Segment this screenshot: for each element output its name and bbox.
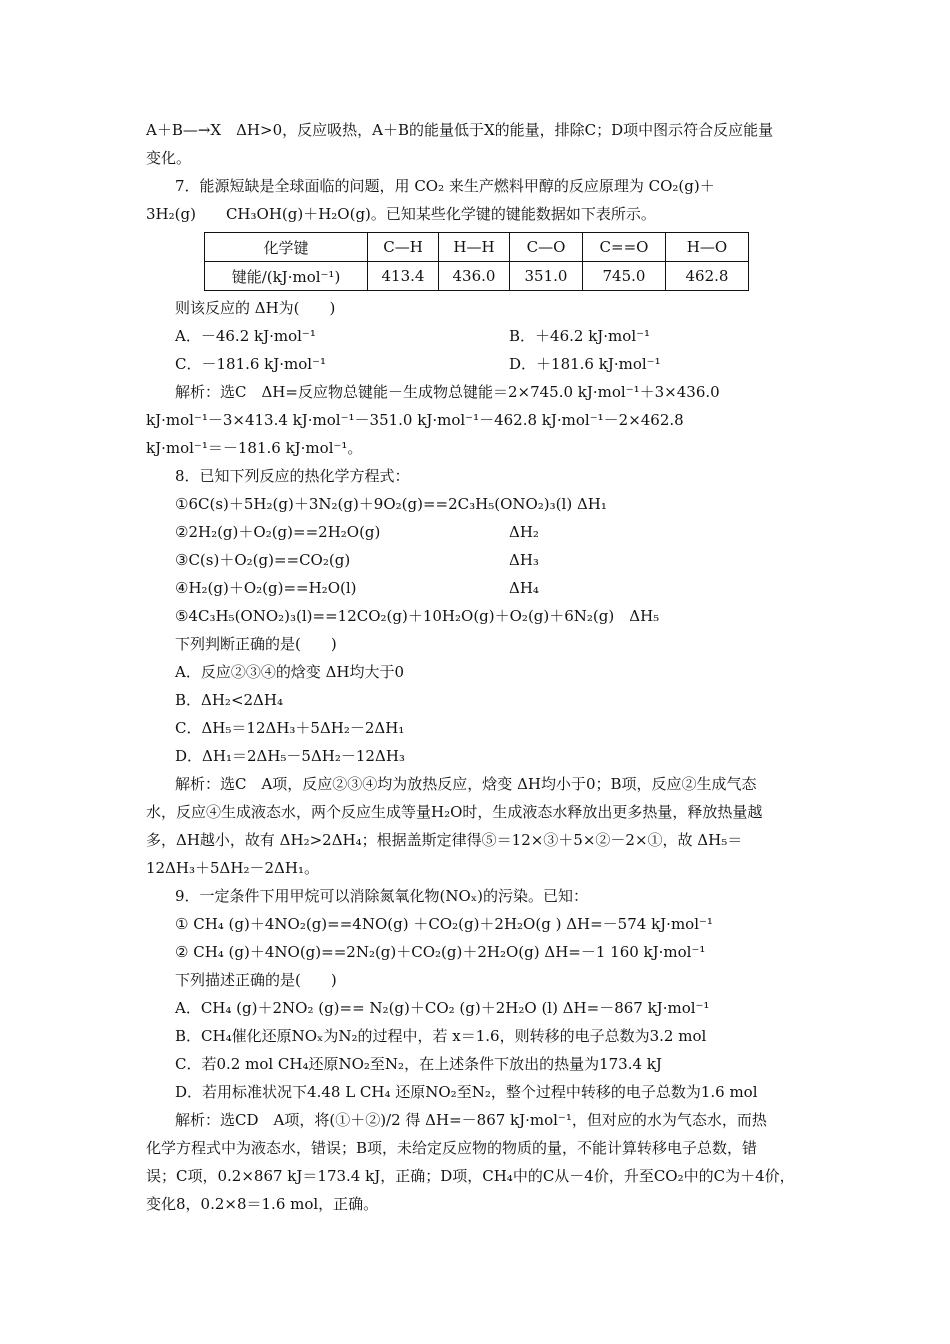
q8-delta-h-2: ΔH₂ bbox=[509, 523, 539, 541]
bond-energy-table bbox=[204, 232, 749, 291]
table-cell: 351.0 bbox=[510, 262, 583, 291]
q7-option-c: C．－181.6 kJ·mol⁻¹ bbox=[175, 355, 327, 373]
q7-analysis-1: 解析：选C ΔH=反应物总键能－生成物总键能＝2×745.0 kJ·mol⁻¹＋3×436.0 bbox=[175, 383, 720, 401]
q7-analysis-3: kJ·mol⁻¹＝－181.6 kJ·mol⁻¹。 bbox=[146, 439, 363, 457]
q9-stem: 9．一定条件下用甲烷可以消除氮氧化物(NOₓ)的污染。已知： bbox=[175, 887, 589, 905]
q7-stem-2: 3H₂(g) CH₃OH(g)＋H₂O(g)。已知某些化学键的键能数据如下表所示。 bbox=[146, 205, 656, 223]
q7-option-a: A．－46.2 kJ·mol⁻¹ bbox=[175, 327, 316, 345]
q8-analysis-4: 12ΔH₃＋5ΔH₂－2ΔH₁。 bbox=[146, 859, 319, 877]
q8-option-d: D．ΔH₁＝2ΔH₅－5ΔH₂－12ΔH₃ bbox=[175, 747, 405, 765]
q9-analysis-1: 解析：选CD A项，将(①＋②)/2 得 ΔH=－867 kJ·mol⁻¹，但对应的水为气态水，而热 bbox=[175, 1111, 767, 1129]
q9-option-b: B．CH₄催化还原NOₓ为N₂的过程中，若 x＝1.6，则转移的电子总数为3.2 mol bbox=[175, 1027, 707, 1045]
q9-option-a: A．CH₄ (g)＋2NO₂ (g)== N₂(g)＋CO₂ (g)＋2H₂O (l) ΔH=－867 kJ·mol⁻¹ bbox=[175, 999, 710, 1017]
q8-equation-4: ④H₂(g)＋O₂(g)==H₂O(l) bbox=[175, 579, 357, 597]
q9-option-c: C．若0.2 mol CH₄还原NO₂至N₂，在上述条件下放出的热量为173.4 kJ bbox=[175, 1055, 662, 1073]
q7-option-d: D．＋181.6 kJ·mol⁻¹ bbox=[509, 355, 661, 373]
q9-equation-2: ② CH₄ (g)＋4NO(g)==2N₂(g)＋CO₂(g)＋2H₂O(g) ΔH=－1 160 kJ·mol⁻¹ bbox=[175, 943, 706, 961]
q8-equation-5: ⑤4C₃H₅(ONO₂)₃(l)==12CO₂(g)＋10H₂O(g)＋O₂(g)＋6N₂(g) ΔH₅ bbox=[175, 607, 660, 625]
q7-stem-1: 7．能源短缺是全球面临的问题，用 CO₂ 来生产燃料甲醇的反应原理为 CO₂(g)＋ bbox=[175, 177, 715, 195]
table-cell: C==O bbox=[583, 233, 666, 262]
table-cell: C—H bbox=[368, 233, 439, 262]
table-row bbox=[205, 262, 749, 291]
q9-analysis-4: 变化8，0.2×8＝1.6 mol，正确。 bbox=[146, 1195, 379, 1213]
q8-equation-1: ①6C(s)＋5H₂(g)＋3N₂(g)＋9O₂(g)==2C₃H₅(ONO₂)₃(l) ΔH₁ bbox=[175, 495, 607, 513]
q8-option-c: C．ΔH₅＝12ΔH₃＋5ΔH₂－2ΔH₁ bbox=[175, 719, 405, 737]
table-cell: 462.8 bbox=[666, 262, 749, 291]
table-cell: 键能/(kJ·mol⁻¹) bbox=[205, 262, 368, 291]
q8-option-b: B．ΔH₂<2ΔH₄ bbox=[175, 691, 283, 709]
q9-analysis-2: 化学方程式中为液态水，错误；B项，未给定反应物的物质的量，不能计算转移电子总数，错 bbox=[146, 1139, 758, 1157]
table-cell: H—O bbox=[666, 233, 749, 262]
q7-option-b: B．＋46.2 kJ·mol⁻¹ bbox=[509, 327, 651, 345]
table-header-row bbox=[205, 233, 749, 262]
q8-delta-h-4: ΔH₄ bbox=[509, 579, 539, 597]
q8-equation-2: ②2H₂(g)＋O₂(g)==2H₂O(g) bbox=[175, 523, 381, 541]
q9-equation-1: ① CH₄ (g)＋4NO₂(g)==4NO(g) ＋CO₂(g)＋2H₂O(g ) ΔH=－574 kJ·mol⁻¹ bbox=[175, 915, 713, 933]
table-cell: 745.0 bbox=[583, 262, 666, 291]
intro-line-2: 变化。 bbox=[146, 149, 192, 167]
q8-stem: 8．已知下列反应的热化学方程式： bbox=[175, 467, 410, 485]
q8-analysis-1: 解析：选C A项，反应②③④均为放热反应，焓变 ΔH均小于0；B项，反应②生成气态 bbox=[175, 775, 757, 793]
intro-line-1: A＋B—→X ΔH>0，反应吸热，A＋B的能量低于X的能量，排除C；D项中图示符合反应能量 bbox=[146, 121, 774, 139]
q9-analysis-3: 误；C项，0.2×867 kJ＝173.4 kJ，正确；D项，CH₄中的C从－4价，升至CO₂中的C为＋4价， bbox=[146, 1167, 795, 1185]
q9-option-d: D．若用标准状况下4.48 L CH₄ 还原NO₂至N₂，整个过程中转移的电子总数为1.6 mol bbox=[175, 1083, 758, 1101]
q8-analysis-2: 水，反应④生成液态水，两个反应生成等量H₂O时，生成液态水释放出更多热量，释放热量越 bbox=[146, 803, 763, 821]
q8-option-a: A．反应②③④的焓变 ΔH均大于0 bbox=[175, 663, 405, 681]
table-cell: 413.4 bbox=[368, 262, 439, 291]
q8-analysis-3: 多，ΔH越小，故有 ΔH₂>2ΔH₄；根据盖斯定律得⑤＝12×③＋5×②－2×①，故 ΔH₅＝ bbox=[146, 831, 743, 849]
q8-equation-3: ③C(s)＋O₂(g)==CO₂(g) bbox=[175, 551, 351, 569]
table-cell: 436.0 bbox=[439, 262, 510, 291]
table-cell: H—H bbox=[439, 233, 510, 262]
table-cell: C—O bbox=[510, 233, 583, 262]
table-cell: 化学键 bbox=[205, 233, 368, 262]
q7-analysis-2: kJ·mol⁻¹－3×413.4 kJ·mol⁻¹－351.0 kJ·mol⁻¹－462.8 kJ·mol⁻¹－2×462.8 bbox=[146, 411, 684, 429]
q8-delta-h-3: ΔH₃ bbox=[509, 551, 539, 569]
q8-ask: 下列判断正确的是( ) bbox=[175, 635, 337, 653]
q9-ask: 下列描述正确的是( ) bbox=[175, 971, 337, 989]
q7-ask: 则该反应的 ΔH为( ) bbox=[175, 299, 336, 317]
